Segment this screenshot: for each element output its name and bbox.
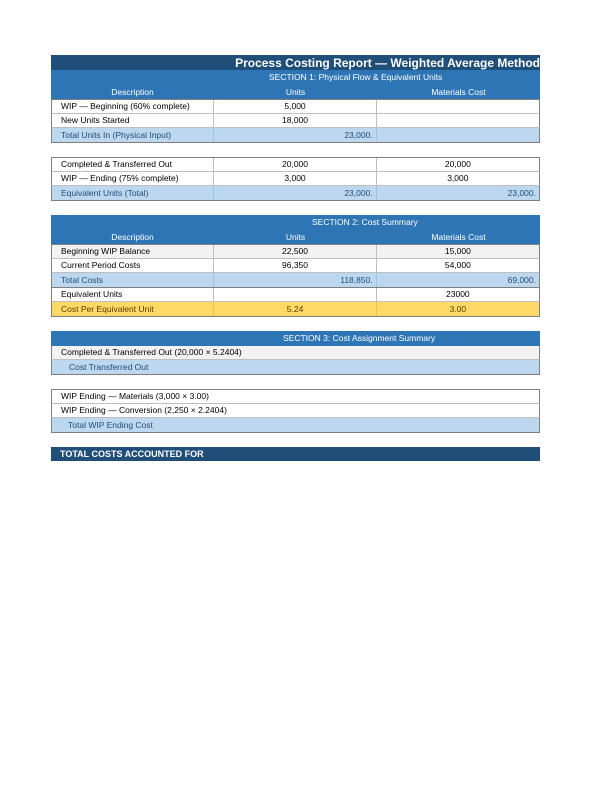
table-row [51, 99, 540, 114]
table-row [51, 114, 540, 129]
col-description: Description [111, 86, 154, 97]
row-desc: Cost Per Equivalent Unit [52, 302, 214, 316]
wip-materials-row [51, 389, 540, 404]
equivalent-units-total-row [51, 186, 540, 201]
total-units-in-row [51, 128, 540, 143]
section3-heading-row [51, 331, 540, 346]
row-desc: Total Costs [52, 273, 214, 287]
section2-heading: SECTION 2: Cost Summary [312, 217, 418, 228]
table-row [51, 172, 540, 187]
wip-conversion-row [51, 404, 540, 419]
row-mat: 20,000 [444, 159, 471, 170]
row-desc: Beginning WIP Balance [52, 245, 214, 258]
row-units: 96,350 [214, 259, 376, 273]
equivalent-units-row [51, 288, 540, 303]
report-title: Process Costing Report — Weighted Average Method [235, 55, 540, 70]
total-costs-row [51, 273, 540, 288]
row-units: 18,000 [214, 114, 376, 128]
row-mat: 69,000. [507, 274, 537, 285]
process-costing-sheet [51, 55, 540, 461]
col-units: Units [285, 86, 306, 97]
row-mat: 23000 [446, 289, 470, 300]
row-mat: 54,000 [444, 260, 471, 271]
row-desc: Completed & Transferred Out (20,000 × 5.2404) [61, 347, 242, 358]
section1-heading: SECTION 1: Physical Flow & Equivalent Units [269, 72, 443, 83]
row-desc: Completed & Transferred Out [52, 158, 214, 171]
grand-total-label: TOTAL COSTS ACCOUNTED FOR [60, 449, 204, 459]
row-units: 118,850. [214, 273, 376, 287]
row-desc: WIP — Ending (75% complete) [52, 172, 214, 186]
row-units: 22,500 [214, 245, 376, 258]
row-desc: Equivalent Units (Total) [52, 186, 214, 200]
wip-total-row [51, 418, 540, 433]
row-units: 5.24 [214, 302, 376, 316]
row-units: 5,000 [214, 100, 376, 113]
row-mat: 23,000. [507, 187, 537, 198]
table-row [51, 157, 540, 172]
row-desc: WIP Ending — Conversion (2,250 × 2.2404) [61, 405, 227, 416]
row-desc: Current Period Costs [52, 259, 214, 273]
row-units: 23,000. [214, 128, 376, 142]
row-desc: WIP — Beginning (60% complete) [52, 100, 214, 113]
row-units: 23,000. [214, 186, 376, 200]
section1-column-headers [51, 85, 540, 100]
col-materials: Materials Cost [431, 231, 486, 242]
col-materials: Materials Cost [431, 86, 486, 97]
completed-transferred-row [51, 346, 540, 361]
section2-column-headers [51, 230, 540, 245]
row-mat [377, 128, 539, 142]
row-mat: 15,000 [444, 246, 471, 257]
report-title-bar [51, 55, 540, 70]
row-mat: 3,000 [447, 173, 469, 184]
table-row [51, 244, 540, 259]
grand-total-row [51, 447, 540, 461]
row-mat [377, 114, 539, 128]
row-mat [377, 100, 539, 113]
row-desc: Cost Transferred Out [69, 361, 149, 372]
row-desc: New Units Started [52, 114, 214, 128]
row-units [214, 288, 376, 302]
col-units: Units [285, 231, 306, 242]
cost-per-equivalent-unit-row [51, 302, 540, 317]
row-desc: Total WIP Ending Cost [68, 419, 153, 430]
col-description: Description [111, 231, 154, 242]
row-desc: Total Units In (Physical Input) [52, 128, 214, 142]
row-units: 3,000 [214, 172, 376, 186]
section3-heading: SECTION 3: Cost Assignment Summary [283, 333, 436, 344]
cost-transferred-row [51, 360, 540, 375]
row-mat: 3.00 [449, 303, 467, 314]
row-units: 20,000 [214, 158, 376, 171]
section1-heading-row [51, 70, 540, 85]
section2-heading-row [51, 215, 540, 230]
row-desc: Equivalent Units [52, 288, 214, 302]
table-row [51, 259, 540, 274]
row-desc: WIP Ending — Materials (3,000 × 3.00) [61, 391, 209, 402]
